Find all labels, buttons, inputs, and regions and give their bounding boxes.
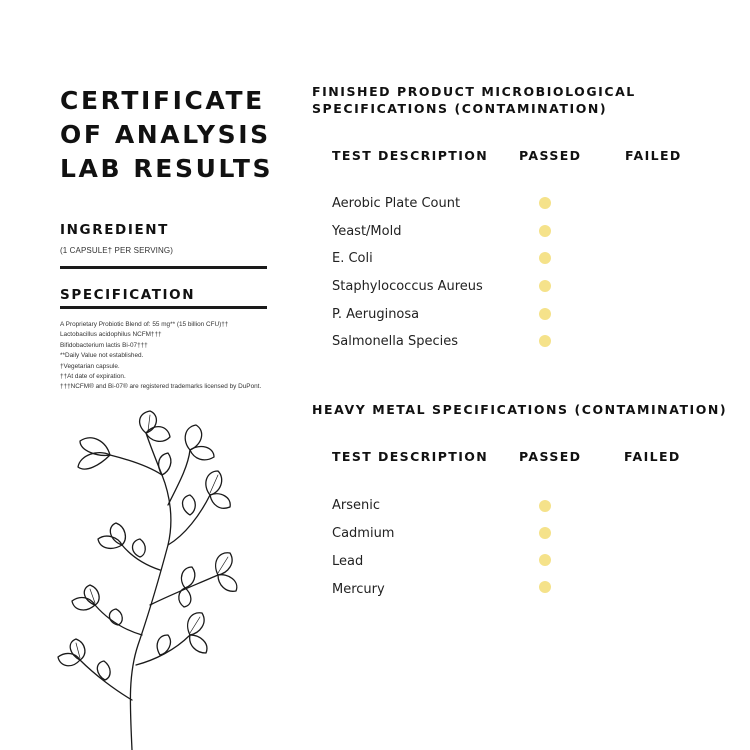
certificate-title-line-2: OF ANALYSIS [60, 120, 271, 149]
spec-note-line: †Vegetarian capsule. [60, 362, 120, 370]
spec-note-line: †††NCFM® and Bi-07® are registered trademarks licensed by DuPont. [60, 383, 262, 391]
test-row-label: E. Coli [332, 251, 373, 266]
spec-note-line: **Daily Value not established. [60, 352, 144, 360]
spec-note-line: Lactobacillus acidophilus NCFM††† [60, 331, 162, 339]
ingredient-heading: INGREDIENT [60, 222, 169, 238]
test-row-label: Cadmium [332, 526, 395, 541]
test-row-label: Salmonella Species [332, 334, 459, 349]
microbiological-title-line-1: FINISHED PRODUCT MICROBIOLOGICAL [312, 84, 636, 99]
certificate-title-line-3: LAB RESULTS [60, 154, 274, 183]
passed-dot-icon [539, 252, 551, 264]
divider-rule [60, 306, 267, 309]
column-passed: PASSED [519, 449, 582, 464]
passed-dot-icon [539, 225, 551, 237]
test-row-label: P. Aeruginosa [332, 307, 420, 322]
microbiological-title-line-2: SPECIFICATIONS (CONTAMINATION) [312, 101, 608, 116]
column-test-description: TEST DESCRIPTION [332, 148, 489, 163]
column-passed: PASSED [519, 148, 582, 163]
passed-dot-icon [539, 308, 551, 320]
passed-dot-icon [539, 197, 551, 209]
botanical-branch-illustration [50, 405, 250, 750]
test-row-label: Staphylococcus Aureus [332, 279, 483, 294]
passed-dot-icon [539, 335, 551, 347]
test-row-label: Mercury [332, 582, 385, 597]
divider-rule [60, 266, 267, 269]
passed-dot-icon [539, 527, 551, 539]
passed-dot-icon [539, 554, 551, 566]
certificate-title [60, 84, 280, 186]
spec-note-line: A Proprietary Probiotic Blend of: 55 mg** (15 billion CFU)†† [60, 321, 229, 328]
heavy-metal-section-title: HEAVY METAL SPECIFICATIONS (CONTAMINATION) [312, 402, 728, 417]
column-failed: FAILED [625, 148, 682, 163]
passed-dot-icon [539, 581, 551, 593]
passed-dot-icon [539, 500, 551, 512]
microbiological-section-title [312, 83, 636, 117]
specification-heading: SPECIFICATION [60, 287, 196, 303]
spec-note-line: Bifidobacterium lactis Bi-07††† [60, 341, 148, 349]
certificate-title-line-1: CERTIFICATE [60, 86, 265, 115]
passed-dot-icon [539, 280, 551, 292]
test-row-label: Aerobic Plate Count [332, 196, 461, 211]
test-row-label: Lead [332, 554, 364, 569]
column-failed: FAILED [624, 449, 681, 464]
spec-note-line: ††At date of expiration. [60, 373, 126, 381]
test-row-label: Yeast/Mold [332, 224, 402, 239]
specification-notes [60, 320, 290, 393]
test-row-label: Arsenic [332, 498, 381, 513]
column-test-description: TEST DESCRIPTION [332, 449, 489, 464]
ingredient-serving-note: (1 CAPSULE† PER SERVING) [60, 246, 173, 255]
